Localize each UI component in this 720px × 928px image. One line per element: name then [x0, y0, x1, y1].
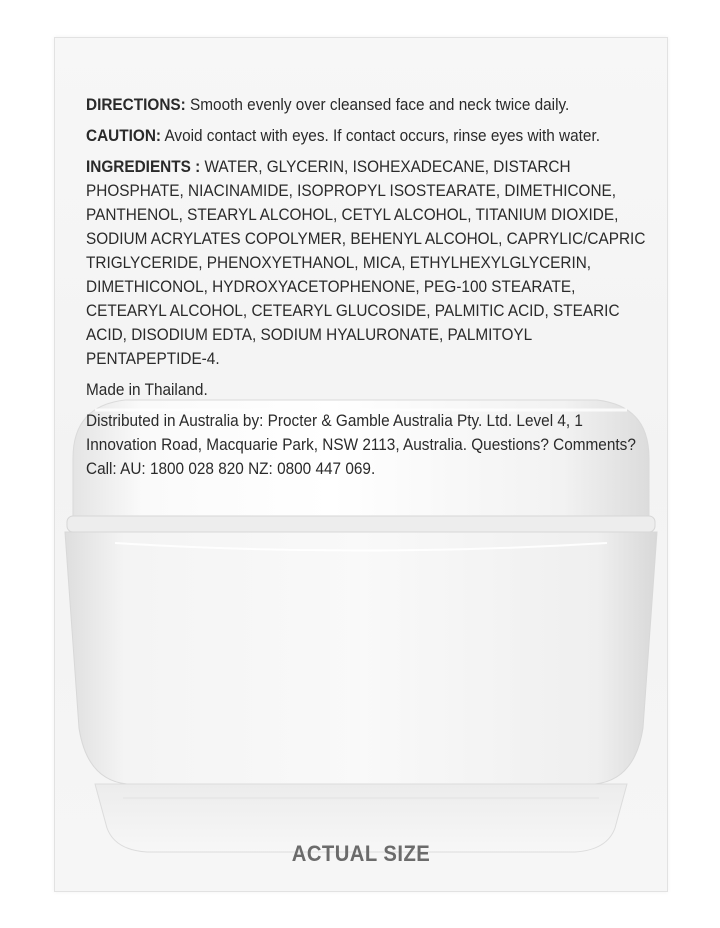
caution-text: Avoid contact with eyes. If contact occurs, rinse eyes with water.	[164, 127, 600, 145]
caution-label: CAUTION:	[86, 127, 162, 145]
label-text	[86, 93, 646, 488]
ingredients-text: WATER, GLYCERIN, ISOHEXADECANE, DISTARCH PHOSPHATE, NIACINAMIDE, ISOPROPYL ISOSTEARATE, DIMETHICONE, PANTHENOL, STEARYL ALCOHOL, CETYL ALCOHOL, TITANIUM DIOXIDE, SODIUM ACRYLATES COPOLYMER, BEHENYL ALCOHOL, CAPRYLIC/CAPRIC TRIGLYCERIDE, PHENOXYETHANOL, MICA, ETHYLHEXYLGLYCERIN, DIMETHICONOL, HYDROXYACETOPHENONE, PEG-100 STEARATE, CETEARYL ALCOHOL, CETEARYL GLUCOSIDE, PALMITIC ACID, STEARIC ACID, DISODIUM EDTA, SODIUM HYALURONATE, PALMITOYL PENTAPEPTIDE-4.	[86, 158, 646, 368]
directions	[86, 93, 646, 117]
package-back-panel	[54, 37, 668, 892]
ingredients-label: INGREDIENTS :	[86, 158, 201, 176]
caution	[86, 124, 646, 148]
directions-label: DIRECTIONS:	[86, 96, 186, 114]
distributor-info: Distributed in Australia by: Procter & Gamble Australia Pty. Ltd. Level 4, 1 Innovation Road, Macquarie Park, NSW 2113, Australia. Questions? Comments? Call: AU: 1800 028 820 NZ: 0800 447 069.	[86, 412, 636, 478]
jar-body	[65, 532, 657, 784]
actual-size-caption: ACTUAL SIZE	[291, 841, 431, 866]
ingredients	[86, 155, 646, 371]
country-of-origin: Made in Thailand.	[86, 381, 208, 399]
directions-text: Smooth evenly over cleansed face and neck twice daily.	[190, 96, 570, 114]
